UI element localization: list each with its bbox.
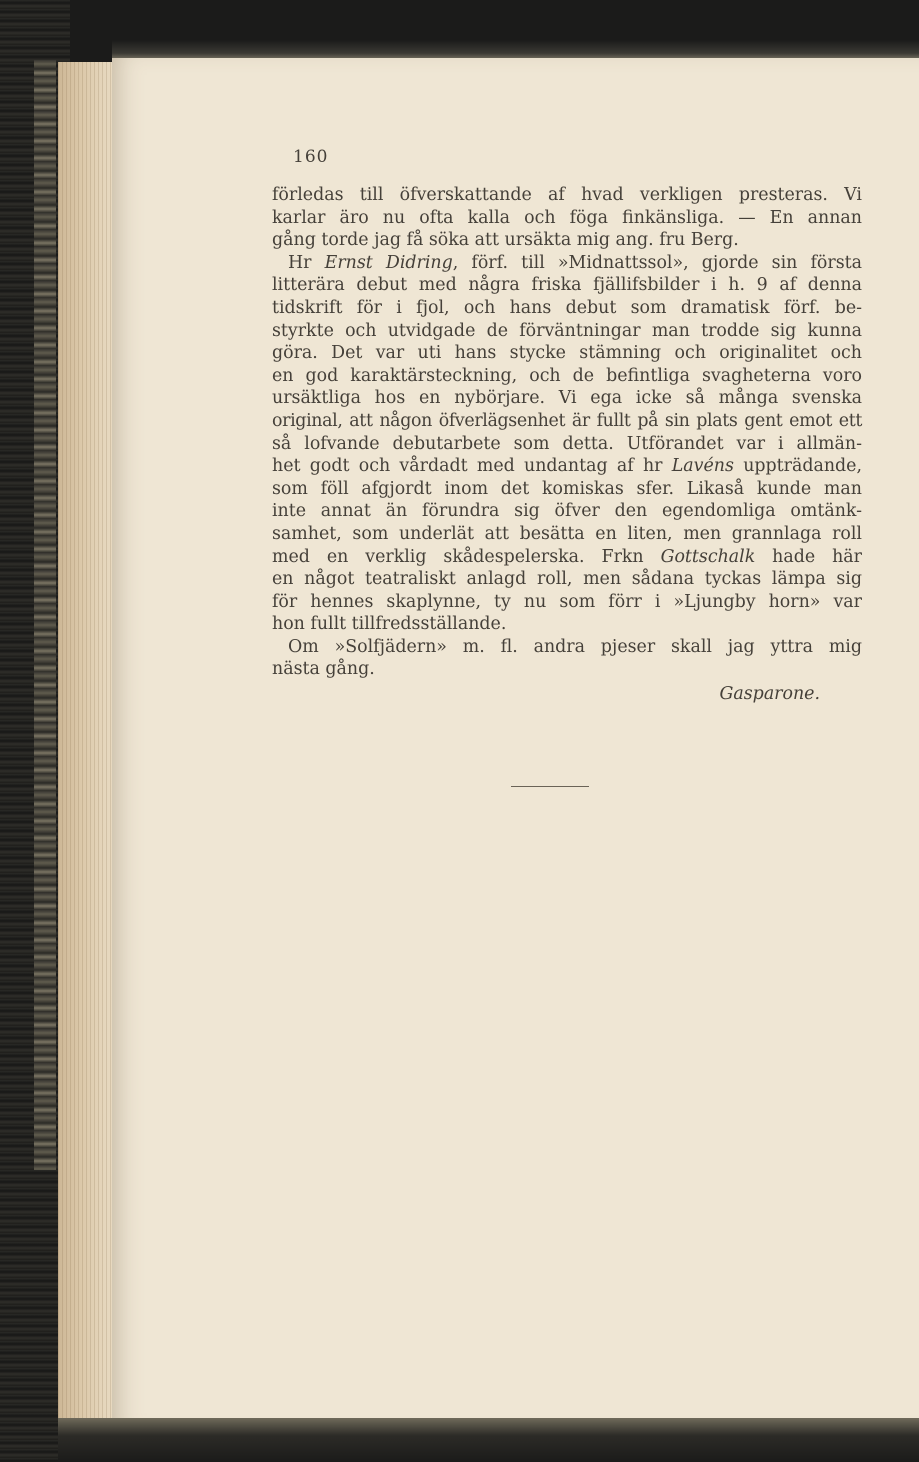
text-fragment: Frkn [584,546,661,567]
text-line: en god karaktärsteckning, och de befintliga svagheterna voro [272,365,862,386]
bottom-shadow [58,1418,919,1462]
text-line: original, att någon öfverlägsenhet är fullt på sin plats gent emot ett [272,410,862,431]
text-line: hon fullt tillfredsställande. [272,614,507,635]
text-fragment: , förf. till »Midnattssol», gjorde sin första [452,252,862,273]
person-name: Ernst Didring [324,252,453,273]
text-line: förledas till öfverskattande af hvad verkligen presteras. Vi [272,185,862,205]
text-line: en något teatraliskt anlagd roll, men sådana tyckas lämpa sig [272,569,862,590]
text-fragment: Hr [288,252,325,273]
text-line: styrkte och utvidgade de förväntningar man trodde sig kunna [272,320,862,341]
text-line: gång torde jag få söka att ursäkta mig ang. fru Berg. [272,230,739,251]
text-line: för hennes skaplynne, ty nu som förr i »Ljungby horn» var [272,591,862,612]
binding-rim [34,60,56,1170]
text-line [272,455,862,478]
signature: Gasparone. [719,684,820,705]
text-line: Om »Solfjädern» m. fl. andra pjeser skall jag yttra mig [288,636,862,657]
body-text [272,184,862,707]
text-fragment: med en verklig skådespelerska. [272,546,585,567]
text-line [272,546,862,569]
text-line: tidskrift för i fjol, och hans debut som dramatisk förf. be- [272,297,862,318]
text-line: karlar äro nu ofta kalla och föga finkänsliga. — En annan [272,207,862,228]
text-line: nästa gång. [272,659,375,680]
text-line: som föll afgjordt inom det komiskas sfer. Likaså kunde man [272,478,862,499]
text-fragment: hade här [755,546,862,567]
text-line: ursäktliga hos en nybörjare. Vi ega icke så många svenska [272,388,862,409]
text-fragment: het godt och vårdadt med undantag af hr [272,456,672,477]
text-fragment: uppträdande, [733,456,862,477]
text-line: göra. Det var uti hans stycke stämning och originalitet och [272,343,862,364]
text-line: så lofvande debutarbete som detta. Utförandet var i allmän- [272,433,862,454]
page-number: 160 [293,147,329,167]
text-line: litterära debut med några friska fjällifsbilder i h. 9 af denna [272,275,862,296]
text-line: inte annat än förundra sig öfver den egendomliga omtänk- [272,501,862,522]
person-name: Lavéns [671,456,734,477]
text-line: samhet, som underlät att besätta en liten, men grannlaga roll [272,523,862,544]
text-line [272,252,862,275]
person-name: Gottschalk [660,546,756,567]
end-rule [511,786,589,787]
